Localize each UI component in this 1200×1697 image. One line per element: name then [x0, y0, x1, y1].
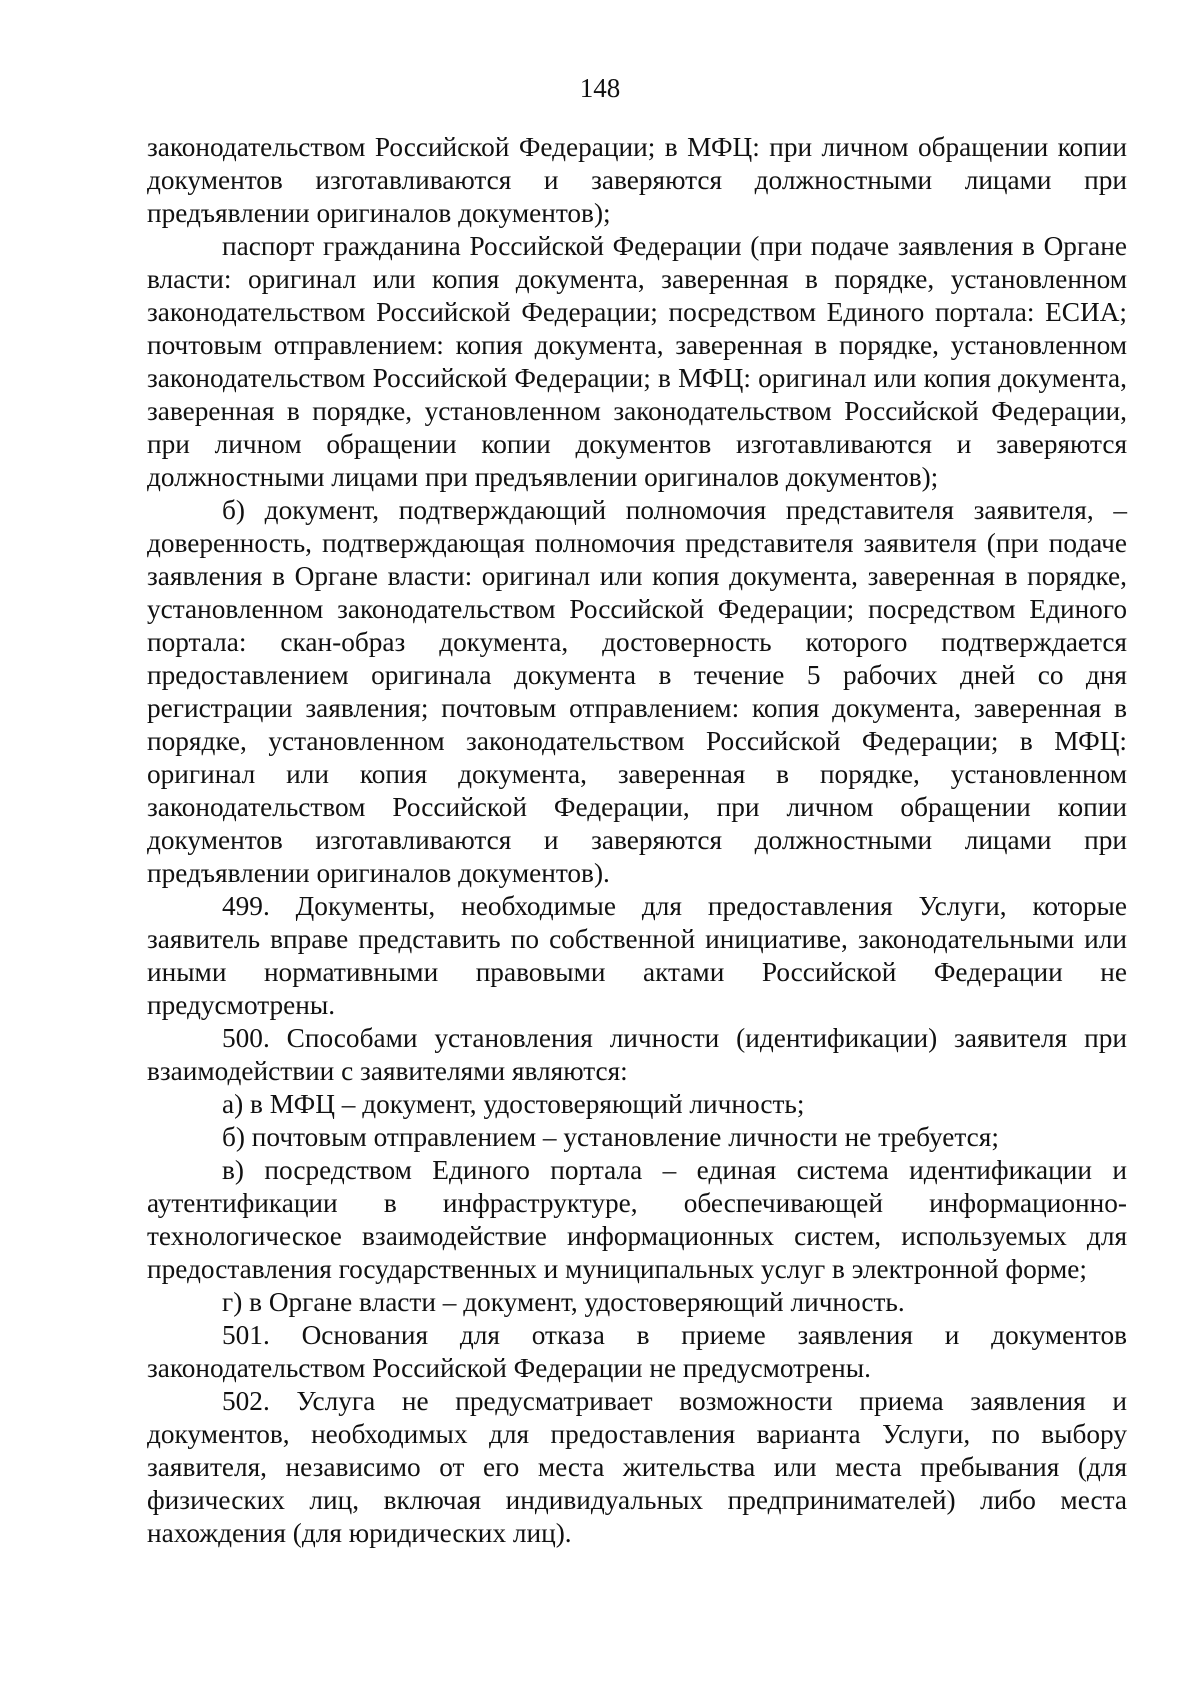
paragraph-502: 502. Услуга не предусматривает возможности приема заявления и документов, необходимых для предоставления варианта Услуги, по выбору заявителя, независимо от его места жительства или места пребывания (для физических лиц, включая индивидуальных предпринимателей) либо места нахождения (для юридических лиц). — [147, 1386, 1127, 1548]
paragraph-500-item-b: б) почтовым отправлением – установление личности не требуется; — [222, 1122, 999, 1152]
paragraph-501: 501. Основания для отказа в приеме заявления и документов законодательством Российской Федерации не предусмотрены. — [147, 1320, 1127, 1383]
paragraph-item-b-authority-document: б) документ, подтверждающий полномочия представителя заявителя, – доверенность, подтверждающая полномочия представителя заявителя (при подаче заявления в Органе власти: оригинал или копия документа, заверенная в порядке, установленном законодательством Российской Федерации; посредством Единого портала: скан-образ документа, достоверность которого подтверждается предоставлением оригинала документа в течение 5 рабочих дней со дня регистрации заявления; почтовым отправлением: копия документа, заверенная в порядке, установленном законодательством Российской Федерации; в МФЦ: оригинал или копия документа, заверенная в порядке, установленном законодательством Российской Федерации, при личном обращении копии документов изготавливаются и заверяются должностными лицами при предъявлении оригиналов документов). — [147, 495, 1127, 888]
paragraph-500-item-a: а) в МФЦ – документ, удостоверяющий личность; — [222, 1089, 805, 1119]
paragraph-500-item-v: в) посредством Единого портала – единая система идентификации и аутентификации в инфраструктуре, обеспечивающей информационно-технологическое взаимодействие информационных систем, используемых для предоставления государственных и муниципальных услуг в электронной форме; — [147, 1155, 1127, 1284]
paragraph-continuation: законодательством Российской Федерации; в МФЦ: при личном обращении копии документов изготавливаются и заверяются должностными лицами при предъявлении оригиналов документов); — [147, 132, 1127, 228]
paragraph-499: 499. Документы, необходимые для предоставления Услуги, которые заявитель вправе представить по собственной инициативе, законодательными или иными нормативными правовыми актами Российской Федерации не предусмотрены. — [147, 891, 1127, 1020]
paragraph-passport: паспорт гражданина Российской Федерации (при подаче заявления в Органе власти: оригинал или копия документа, заверенная в порядке, установленном законодательством Российской Федерации; посредством Единого портала: ЕСИА; почтовым отправлением: копия документа, заверенная в порядке, установленном законодательством Российской Федерации; в МФЦ: оригинал или копия документа, заверенная в порядке, установленном законодательством Российской Федерации, при личном обращении копии документов изготавливаются и заверяются должностными лицами при предъявлении оригиналов документов); — [147, 231, 1127, 492]
paragraph-500-item-g: г) в Органе власти – документ, удостоверяющий личность. — [222, 1287, 905, 1317]
page-number: 148 — [579, 73, 621, 103]
paragraph-500: 500. Способами установления личности (идентификации) заявителя при взаимодействии с заявителями являются: — [147, 1023, 1127, 1086]
document-body — [147, 131, 1127, 1550]
